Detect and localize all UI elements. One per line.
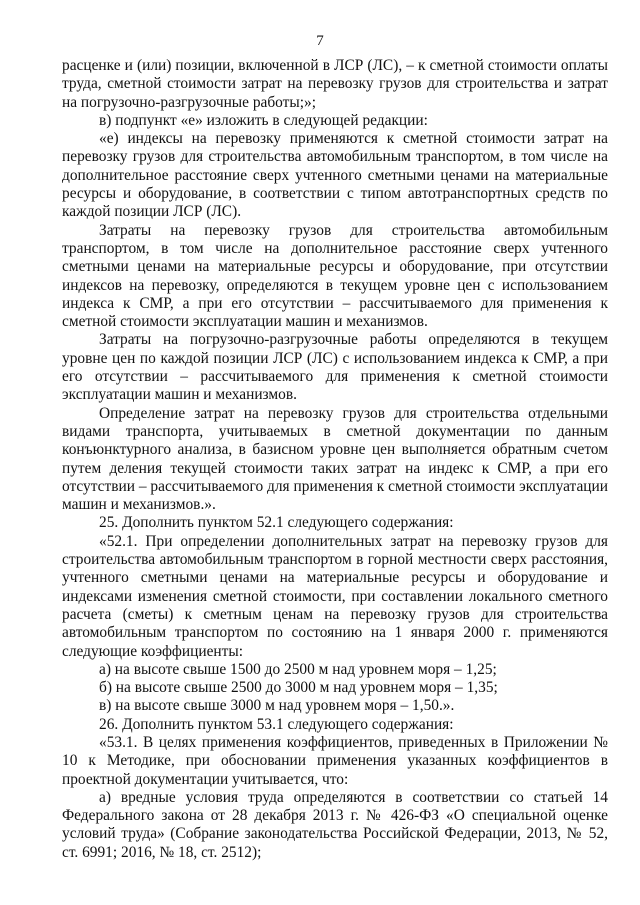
document-body xyxy=(62,57,608,862)
paragraph-coef-b: б) на высоте свыше 2500 до 3000 м над уровнем моря – 1,35; xyxy=(99,679,498,697)
page-number: 7 xyxy=(316,33,324,49)
paragraph-coef-a: а) на высоте свыше 1500 до 2500 м над уровнем моря – 1,25; xyxy=(99,660,497,678)
paragraph-subitem-v: в) подпункт «е» изложить в следующей редакции: xyxy=(99,111,428,129)
paragraph-clause-53-1: «53.1. В целях применения коэффициентов, приведенных в Приложении № 10 к Методике, при обосновании применения указанных коэффициентов в проектной документации учитывается, что: xyxy=(62,733,608,788)
paragraph-item-25: 25. Дополнить пунктом 52.1 следующего содержания: xyxy=(99,514,454,532)
paragraph-item-26: 26. Дополнить пунктом 53.1 следующего содержания: xyxy=(99,715,454,733)
paragraph-item-e: «е) индексы на перевозку применяются к сметной стоимости затрат на перевозку грузов для строительства автомобильным транспортом, в том числе на дополнительное расстояние сверх учтенного сметными ценами на материальные ресурсы и оборудование, в соответствии с типом автотранспортных средств по каждой позиции ЛСР (ЛС). xyxy=(62,130,608,221)
paragraph-clause-52-1: «52.1. При определении дополнительных затрат на перевозку грузов для строительства автомобильным транспортом в горной местности сверх расстояния, учтенного сметными ценами на материальные ресурсы и оборудование и индексами изменения сметной стоимости, при составлении локального сметного расчета (сметы) к сметным ценам на перевозку грузов для строительства автомобильным транспортом по состоянию на 1 января 2000 г. применяются следующие коэффициенты: xyxy=(62,532,608,660)
paragraph-transport-costs: Затраты на перевозку грузов для строительства автомобильным транспортом, в том числе на дополнительное расстояние сверх учтенного сметными ценами на материальные ресурсы и оборудование, при отсутствии индексов на перевозку, определяются в текущем уровне цен с использованием индекса к СМР, а при его отсутствии – рассчитываемого для применения к сметной стоимости эксплуатации машин и механизмов. xyxy=(62,221,608,331)
paragraph-continuation: расценке и (или) позиции, включенной в ЛСР (ЛС), – к сметной стоимости оплаты труда, сметной стоимости затрат на перевозку грузов для строительства и затрат на погрузочно-разгрузочные работы;»; xyxy=(62,57,608,111)
paragraph-loading-costs: Затраты на погрузочно-разгрузочные работы определяются в текущем уровне цен по каждой позиции ЛСР (ЛС) с использованием индекса к СМР, а при его отсутствии – рассчитываемого для применения к сметной стоимости эксплуатации машин и механизмов. xyxy=(62,331,608,404)
paragraph-coef-v: в) на высоте свыше 3000 м над уровнем моря – 1,50.». xyxy=(99,697,455,715)
paragraph-other-transport: Определение затрат на перевозку грузов для строительства отдельными видами транспорта, учитываемых в сметной документации по данным конъюнктурного анализа, в базисном уровне цен выполняется обратным счетом путем деления текущей стоимости таких затрат на индекс к СМР, а при его отсутствии – рассчитываемого для применения к сметной стоимости эксплуатации машин и механизмов.». xyxy=(62,404,608,514)
paragraph-harmful-conditions: а) вредные условия труда определяются в соответствии со статьей 14 Федерального закона от 28 декабря 2013 г. № 426-ФЗ «О специальной оценке условий труда» (Собрание законодательства Российской Федерации, 2013, № 52, ст. 6991; 2016, № 18, ст. 2512); xyxy=(62,788,608,861)
